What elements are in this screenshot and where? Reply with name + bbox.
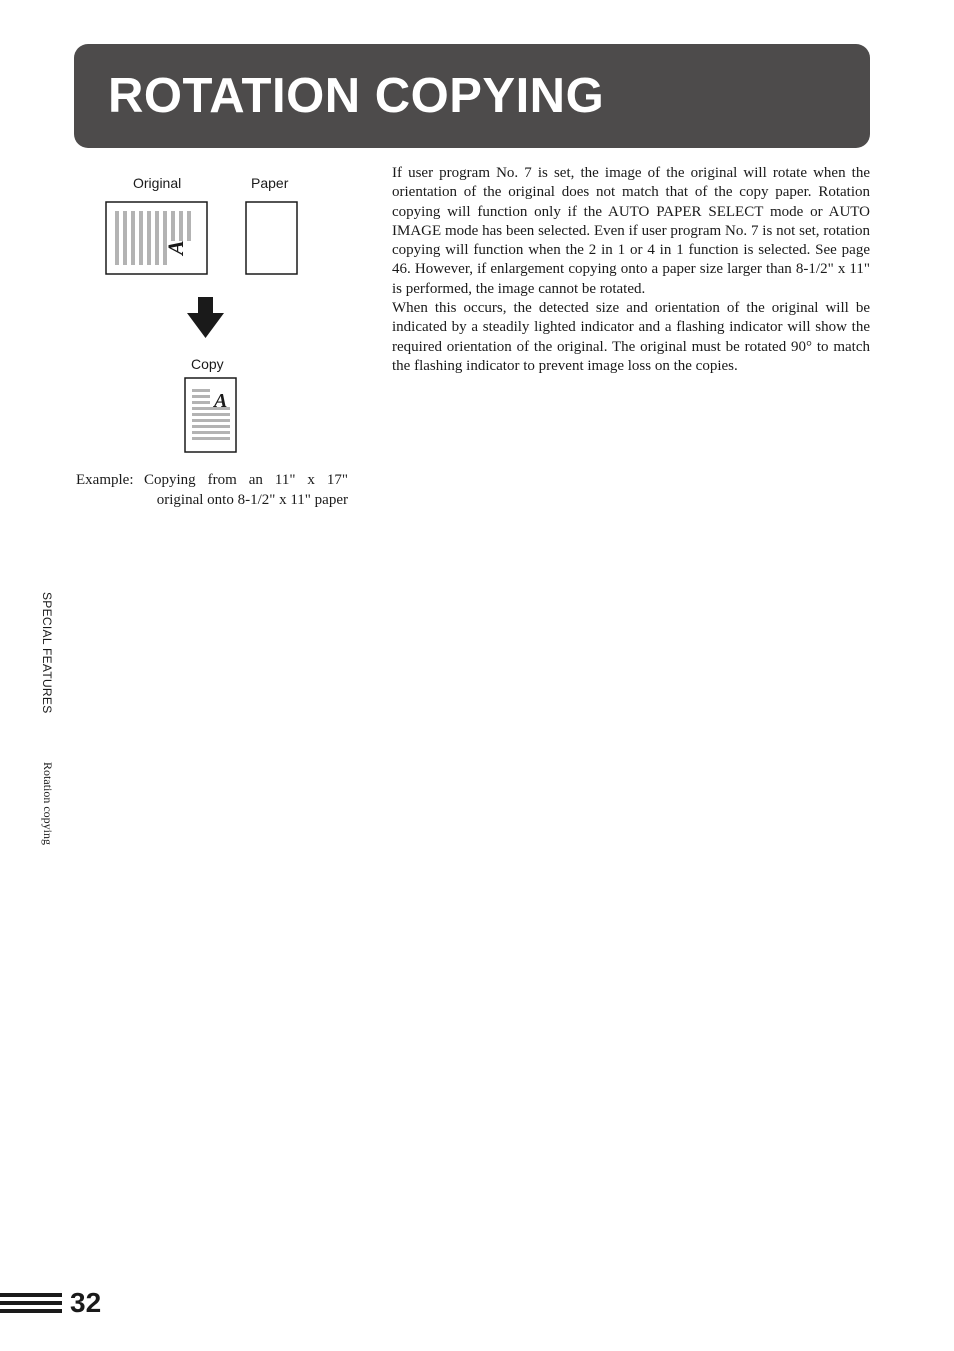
copy-glyph: A xyxy=(214,390,228,412)
rotation-diagram xyxy=(100,195,310,457)
page-number: 32 xyxy=(70,1287,102,1318)
body-paragraph: When this occurs, the detected size and orientation of the original will be indicated by a steadily lighted indicator and a flashing indicator will show the required orientation of the original. The original must be rotated 90° to match the flashing indicator to prevent image loss on the copies. xyxy=(392,300,870,374)
body-text xyxy=(392,164,870,376)
side-subsection-label: Rotation copying xyxy=(41,762,55,845)
original-sheet-illustration xyxy=(106,202,207,274)
example-caption xyxy=(76,471,348,510)
title-banner xyxy=(74,44,870,148)
page-title: ROTATION COPYING xyxy=(108,69,605,123)
original-label: Original xyxy=(133,175,182,191)
side-section-label: SPECIAL FEATURES xyxy=(40,592,54,714)
body-paragraph: If user program No. 7 is set, the image of the original will rotate when the orientation of the original does not match that of the copy paper. Rotation copying will function only if the AUTO PAPER SELECT mode or AUTO IMAGE mode has been selected. Even if user program No. 7 is not set, rotation copying will function when the 2 in 1 or 4 in 1 function is selected. See page 46. However, if enlargement copying onto a paper size larger than 8-1/2" x 11" is performed, the image cannot be rotated. xyxy=(392,165,870,297)
copy-label: Copy xyxy=(191,356,224,372)
example-text: Copying from an 11" x 17" original onto 8-1/2" x 11" paper xyxy=(144,472,348,508)
paper-sheet-illustration xyxy=(246,202,297,274)
arrow-down-icon xyxy=(187,297,224,338)
page-number-bars xyxy=(0,1293,62,1317)
example-label: Example: xyxy=(76,472,134,488)
original-glyph: A xyxy=(163,240,188,255)
copy-sheet-illustration xyxy=(185,378,236,452)
paper-label: Paper xyxy=(251,175,289,191)
